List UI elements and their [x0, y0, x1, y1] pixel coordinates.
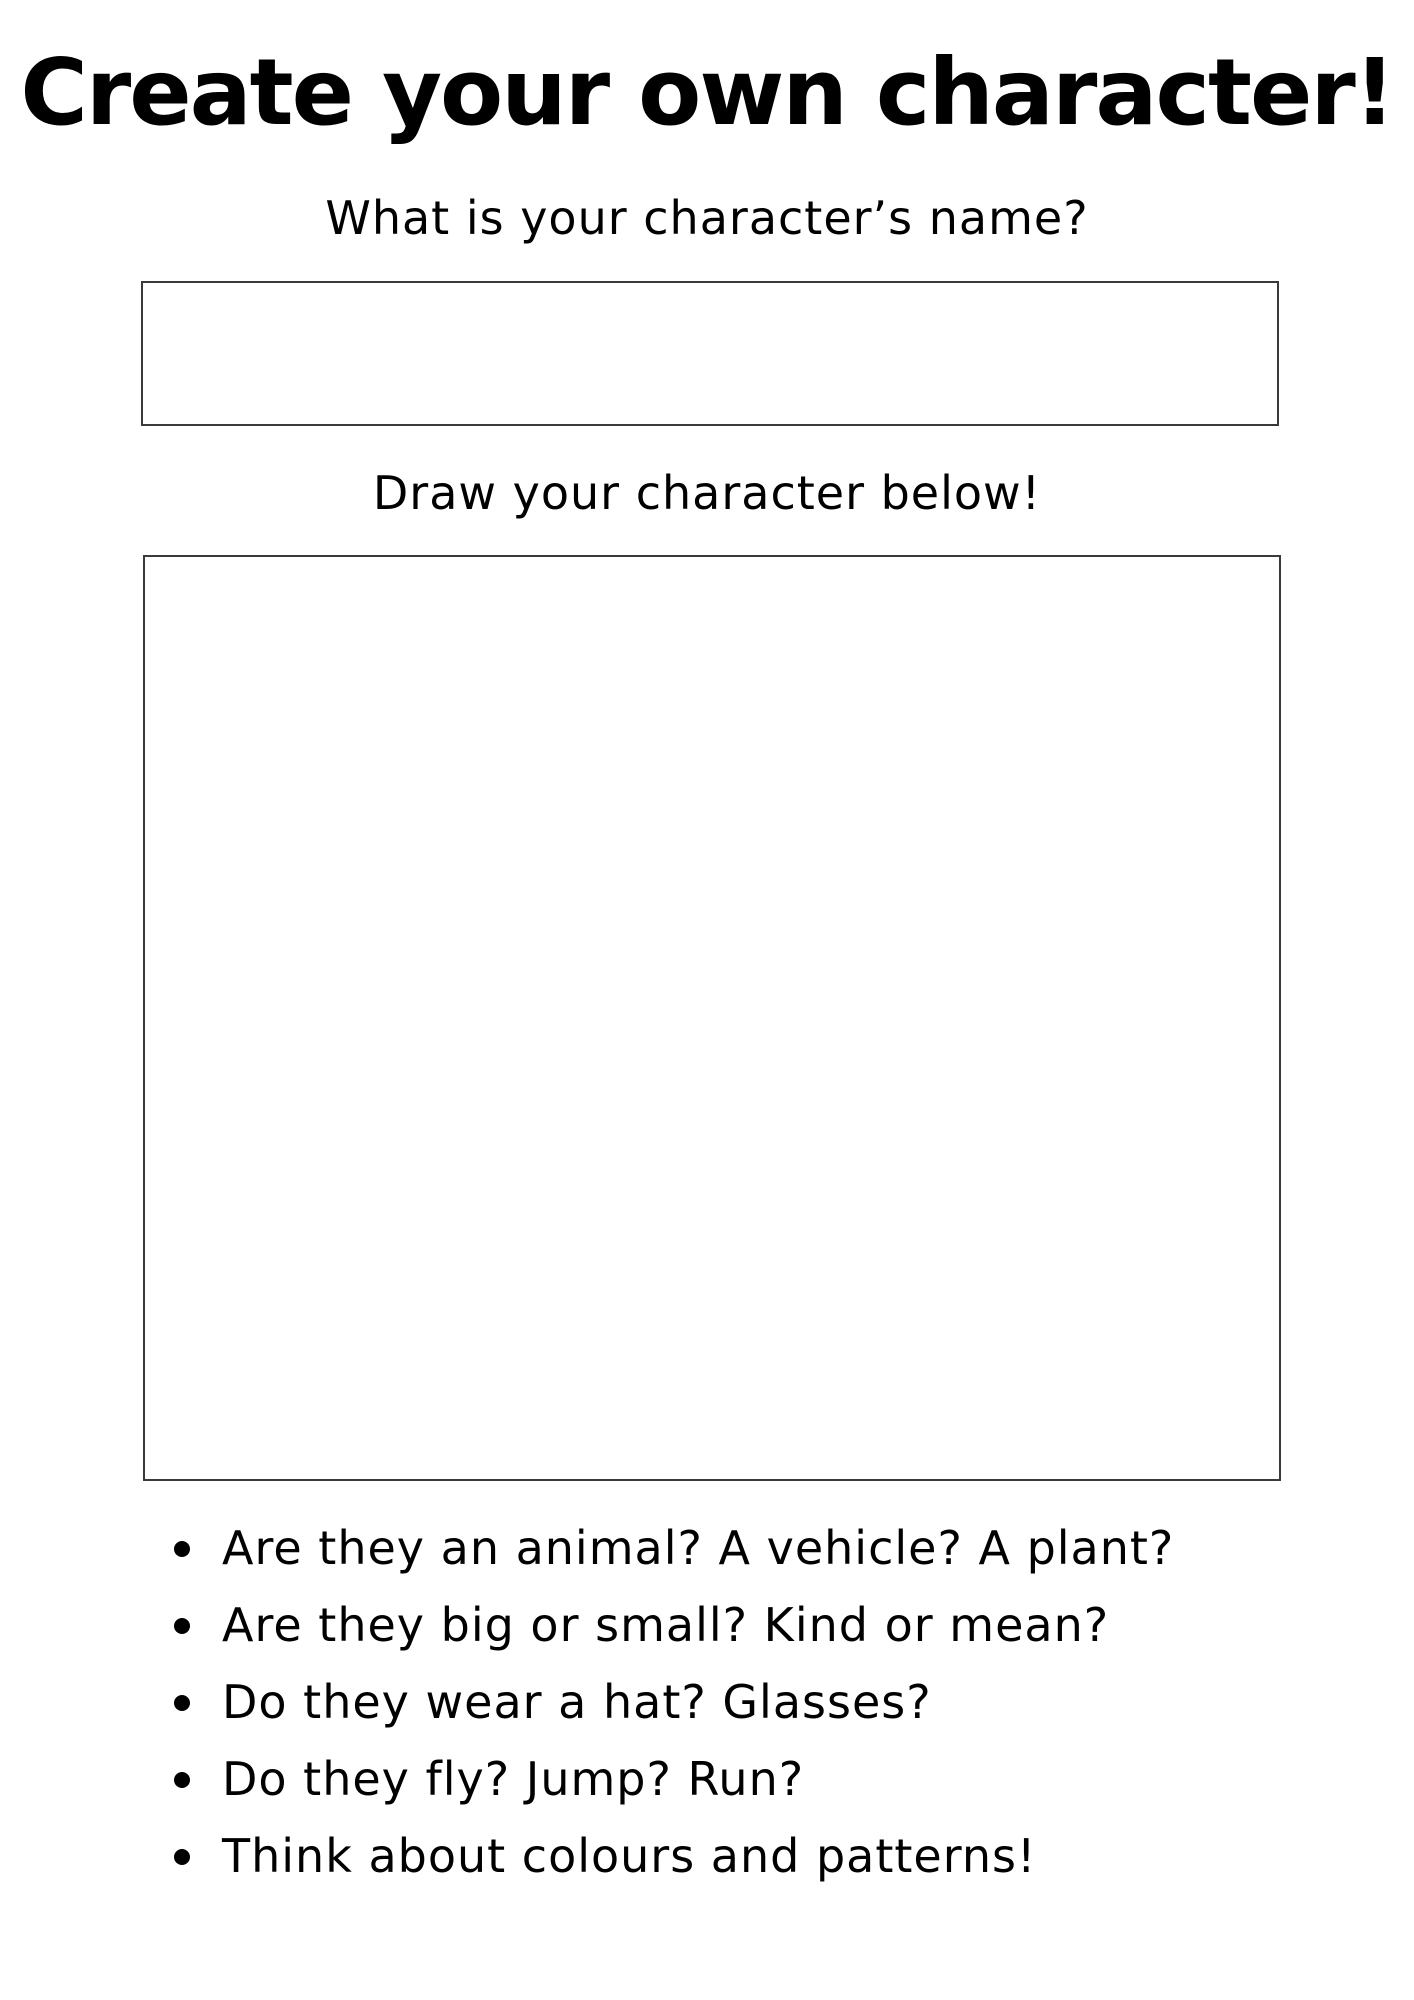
tip-item	[168, 1822, 1174, 1899]
tip-text: Think about colours and patterns!	[222, 1829, 1037, 1883]
bullet-icon	[174, 1695, 190, 1711]
bullet-icon	[174, 1541, 190, 1557]
tip-text: Are they an animal? A vehicle? A plant?	[222, 1521, 1175, 1575]
tip-item	[168, 1591, 1174, 1668]
bullet-icon	[174, 1772, 190, 1788]
tip-item	[168, 1745, 1174, 1822]
tip-item	[168, 1668, 1174, 1745]
bullet-icon	[174, 1849, 190, 1865]
bullet-icon	[174, 1618, 190, 1634]
name-prompt: What is your character’s name?	[325, 191, 1089, 245]
tip-item	[168, 1514, 1174, 1591]
name-field[interactable]	[141, 281, 1279, 426]
tip-text: Do they fly? Jump? Run?	[222, 1752, 805, 1806]
tips-list	[168, 1514, 1174, 1899]
tip-text: Do they wear a hat? Glasses?	[222, 1675, 932, 1729]
page-title: Create your own character!	[20, 39, 1394, 146]
draw-prompt: Draw your character below!	[372, 466, 1042, 520]
tip-text: Are they big or small? Kind or mean?	[222, 1598, 1110, 1652]
drawing-area[interactable]	[143, 555, 1281, 1481]
